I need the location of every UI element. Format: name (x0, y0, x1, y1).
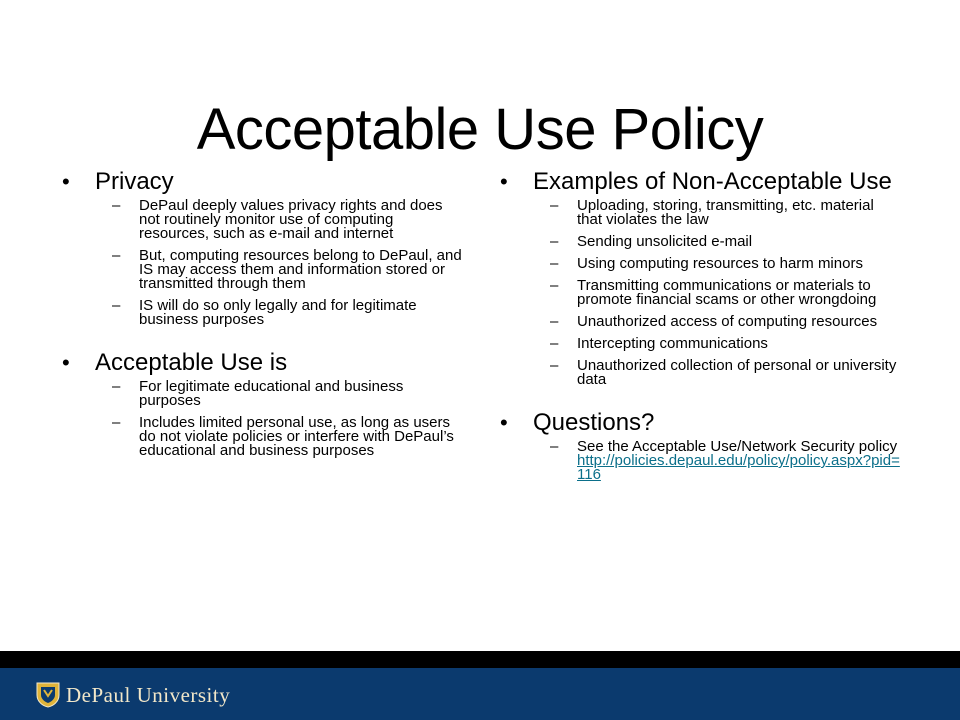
sub-item: – But, computing resources belong to DePaul, and IS may access them and information stored or transmitted through them (62, 249, 466, 291)
depaul-logo (36, 681, 230, 709)
sub-list-privacy (62, 199, 466, 327)
logo-text: DePaul University (66, 682, 231, 707)
sub-item: – Using computing resources to harm minors (500, 257, 900, 271)
sub-item: – DePaul deeply values privacy rights and does not routinely monitor use of computing resources, such as e-mail and internet (62, 199, 466, 241)
right-column (500, 170, 900, 499)
policy-text: See the Acceptable Use/Network Security policy (577, 438, 898, 455)
sub-item: – IS will do so only legally and for legitimate business purposes (62, 299, 466, 327)
section-non-acceptable-use (500, 170, 900, 387)
sub-item: – Transmitting communications or materials to promote financial scams or other wrongdoing (500, 279, 900, 307)
section-acceptable-use (62, 351, 466, 458)
bullet-heading-questions: • Questions? (500, 411, 900, 434)
sub-item: – Unauthorized collection of personal or university data (500, 359, 900, 387)
sub-list-acceptable-use (62, 380, 466, 458)
slide-title: Acceptable Use Policy (196, 96, 764, 162)
sub-item-questions (500, 440, 900, 482)
sub-item: – Includes limited personal use, as long as users do not violate policies or interfere with DePaul’s educational and business purposes (62, 416, 466, 458)
bullet-heading-acceptable-use: • Acceptable Use is (62, 351, 466, 374)
footer-black-bar (0, 651, 960, 668)
sub-item: – Unauthorized access of computing resources (500, 315, 900, 329)
sub-item: – For legitimate educational and business purposes (62, 380, 466, 408)
bullet-heading-privacy: • Privacy (62, 170, 466, 193)
left-column (62, 170, 466, 475)
section-privacy (62, 170, 466, 327)
sub-item: – Sending unsolicited e-mail (500, 235, 900, 249)
sub-list-non-acceptable-use (500, 199, 900, 387)
sub-item: – Intercepting communications (500, 337, 900, 351)
bullet-heading-non-acceptable-use: • Examples of Non-Acceptable Use (500, 170, 900, 193)
sub-item: – Uploading, storing, transmitting, etc. material that violates the law (500, 199, 900, 227)
policy-link[interactable]: http://policies.depaul.edu/policy/policy.aspx?pid=116 (577, 452, 900, 483)
section-questions (500, 411, 900, 482)
depaul-shield-icon (36, 682, 60, 708)
sub-list-questions (500, 440, 900, 482)
